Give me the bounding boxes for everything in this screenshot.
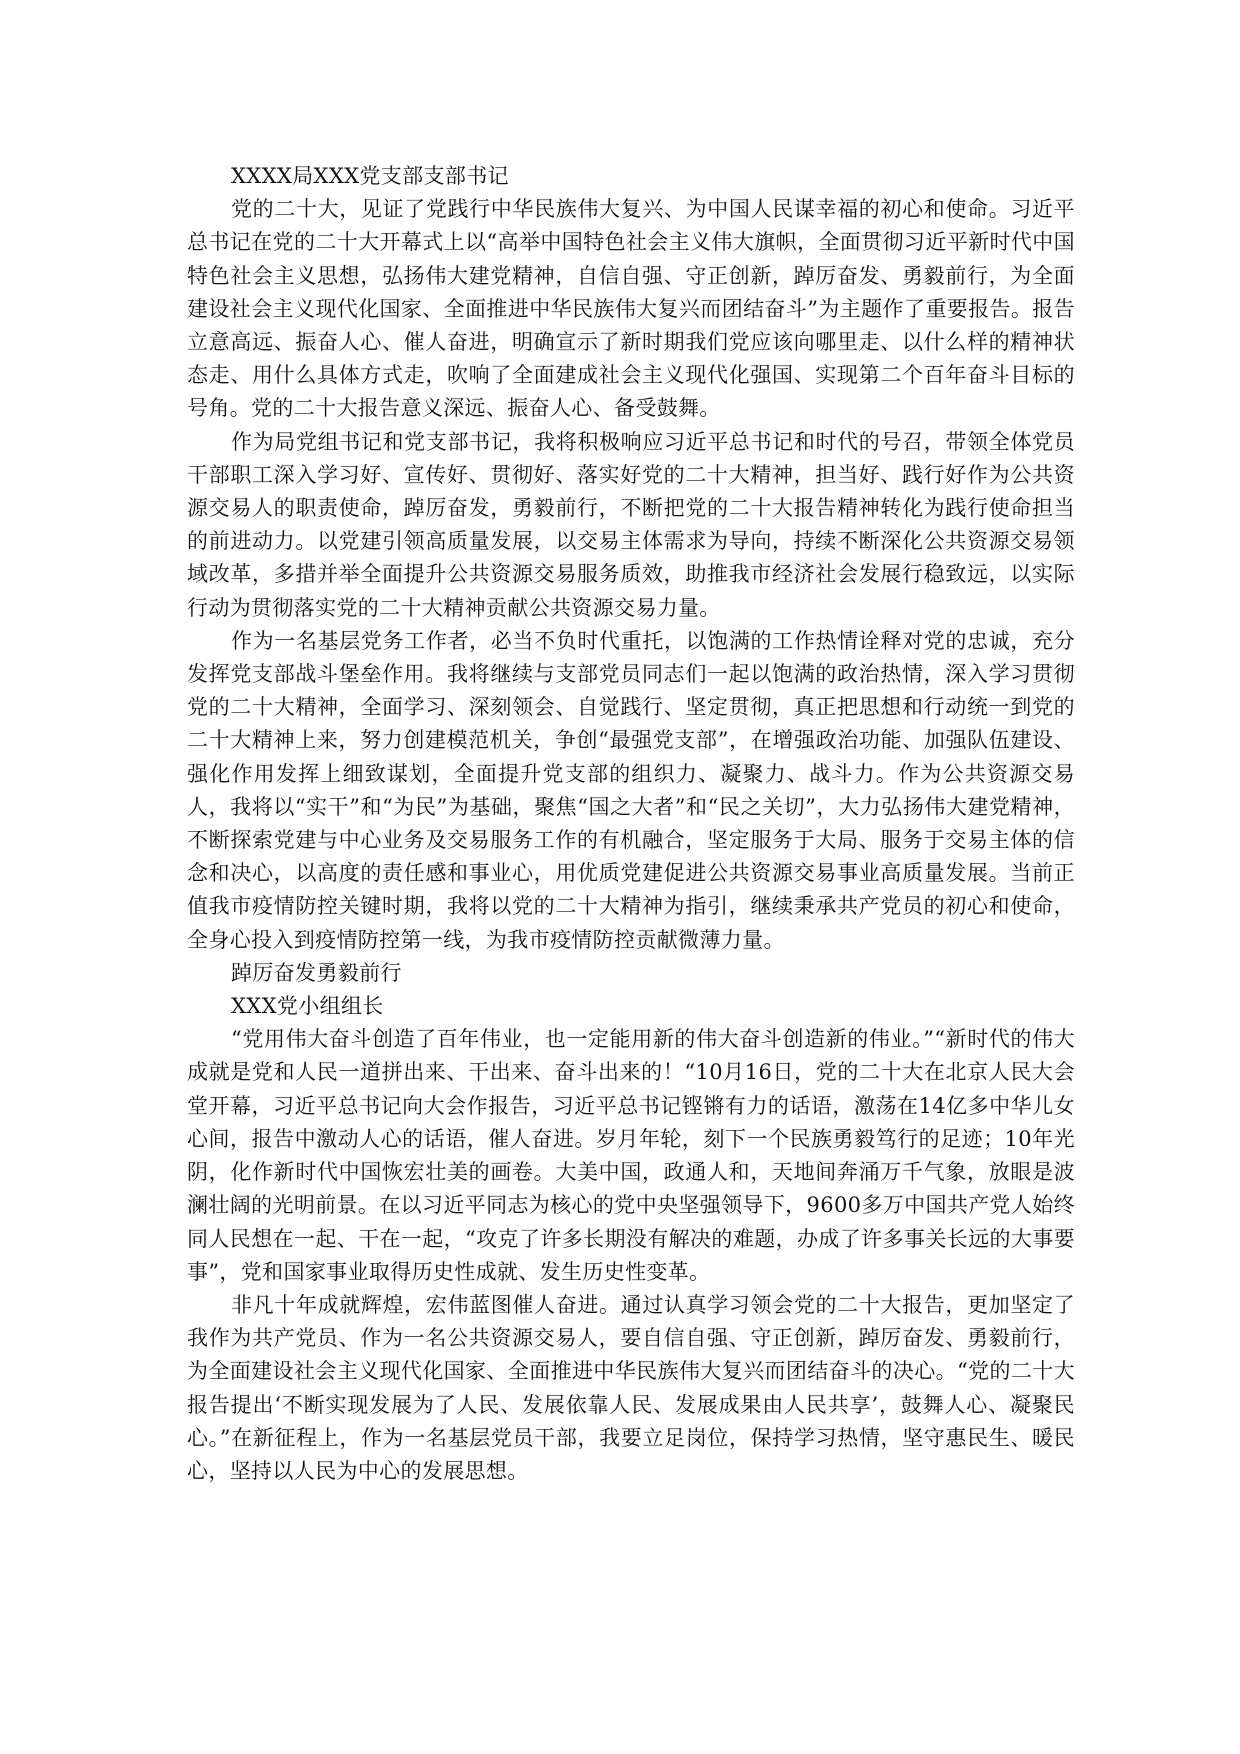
body-paragraph: 作为一名基层党务工作者，必当不负时代重托，以饱满的工作热情诠释对党的忠诚，充分发挥党支部战斗堡垒作用。我将继续与支部党员同志们一起以饱满的政治热情，深入学习贯彻党的二十大精神，全面学习、深刻领会、自觉践行、坚定贯彻，真正把思想和行动统一到党的二十大精神上来，努力创建模范机关，争创“最强党支部”，在增强政治功能、加强队伍建设、强化作用发挥上细致谋划，全面提升党支部的组织力、凝聚力、战斗力。作为公共资源交易人，我将以“实干”和“为民”为基础，聚焦“国之大者”和“民之关切”，大力弘扬伟大建党精神，不断探索党建与中心业务及交易服务工作的有机融合，坚定服务于大局、服务于交易主体的信念和决心，以高度的责任感和事业心，用优质党建促进公共资源交易事业高质量发展。当前正值我市疫情防控关键时期，我将以党的二十大精神为指引，继续秉承共产党员的初心和使命，全身心投入到疫情防控第一线，为我市疫情防控贡献微薄力量。: [187, 628, 1075, 952]
body-paragraph: 党的二十大，见证了党践行中华民族伟大复兴、为中国人民谋幸福的初心和使命。习近平总书记在党的二十大开幕式上以“高举中国特色社会主义伟大旗帜，全面贯彻习近平新时代中国特色社会主义思想，弘扬伟大建党精神，自信自强、守正创新，踔厉奋发、勇毅前行，为全面建设社会主义现代化国家、全面推进中华民族伟大复兴而团结奋斗”为主题作了重要报告。报告立意高远、振奋人心、催人奋进，明确宣示了新时期我们党应该向哪里走、以什么样的精神状态走、用什么具体方式走，吹响了全面建成社会主义现代化强国、实现第二个百年奋斗目标的号角。党的二十大报告意义深远、振奋人心、备受鼓舞。: [187, 197, 1075, 421]
author-line-branch-secretary: XXXX局XXX党支部支部书记: [231, 164, 509, 188]
author-line-group-leader: XXX党小组组长: [231, 994, 384, 1019]
body-paragraph: “党用伟大奋斗创造了百年伟业，也一定能用新的伟大奋斗创造新的伟业。”“新时代的伟大成就是党和人民一道拼出来、干出来、奋斗出来的！“10月16日，党的二十大在北京人民大会堂开幕，习近平总书记向大会作报告，习近平总书记铿锵有力的话语，激荡在14亿多中华儿女心间，报告中激动人心的话语，催人奋进。岁月年轮，刻下一个民族勇毅笃行的足迹；10年光阴，化作新时代中国恢宏壮美的画卷。大美中国，政通人和，天地间奔涌万千气象，放眼是波澜壮阔的光明前景。在以习近平同志为核心的党中央坚强领导下，9600多万中国共产党人始终同人民想在一起、干在一起，“攻克了许多长期没有解决的难题，办成了许多事关长远的大事要事”，党和国家事业取得历史性成就、发生历史性变革。: [187, 1027, 1075, 1284]
body-paragraph: 作为局党组书记和党支部书记，我将积极响应习近平总书记和时代的号召，带领全体党员干部职工深入学习好、宣传好、贯彻好、落实好党的二十大精神，担当好、践行好作为公共资源交易人的职责使命，踔厉奋发，勇毅前行，不断把党的二十大报告精神转化为践行使命担当的前进动力。以党建引领高质量发展，以交易主体需求为导向，持续不断深化公共资源交易领域改革，多措并举全面提升公共资源交易服务质效，助推我市经济社会发展行稳致远，以实际行动为贯彻落实党的二十大精神贡献公共资源交易力量。: [187, 429, 1075, 620]
section-heading: 踔厉奋发勇毅前行: [231, 960, 402, 985]
document-body: [187, 160, 1075, 1488]
body-paragraph: 非凡十年成就辉煌，宏伟蓝图催人奋进。通过认真学习领会党的二十大报告，更加坚定了我作为共产党员、作为一名公共资源交易人，要自信自强、守正创新，踔厉奋发、勇毅前行，为全面建设社会主义现代化国家、全面推进中华民族伟大复兴而团结奋斗的决心。“党的二十大报告提出‘不断实现发展为了人民、发展依靠人民、发展成果由人民共享’，鼓舞人心、凝聚民心。”在新征程上，作为一名基层党员干部，我要立足岗位，保持学习热情，坚守惠民生、暖民心，坚持以人民为中心的发展思想。: [187, 1292, 1075, 1483]
